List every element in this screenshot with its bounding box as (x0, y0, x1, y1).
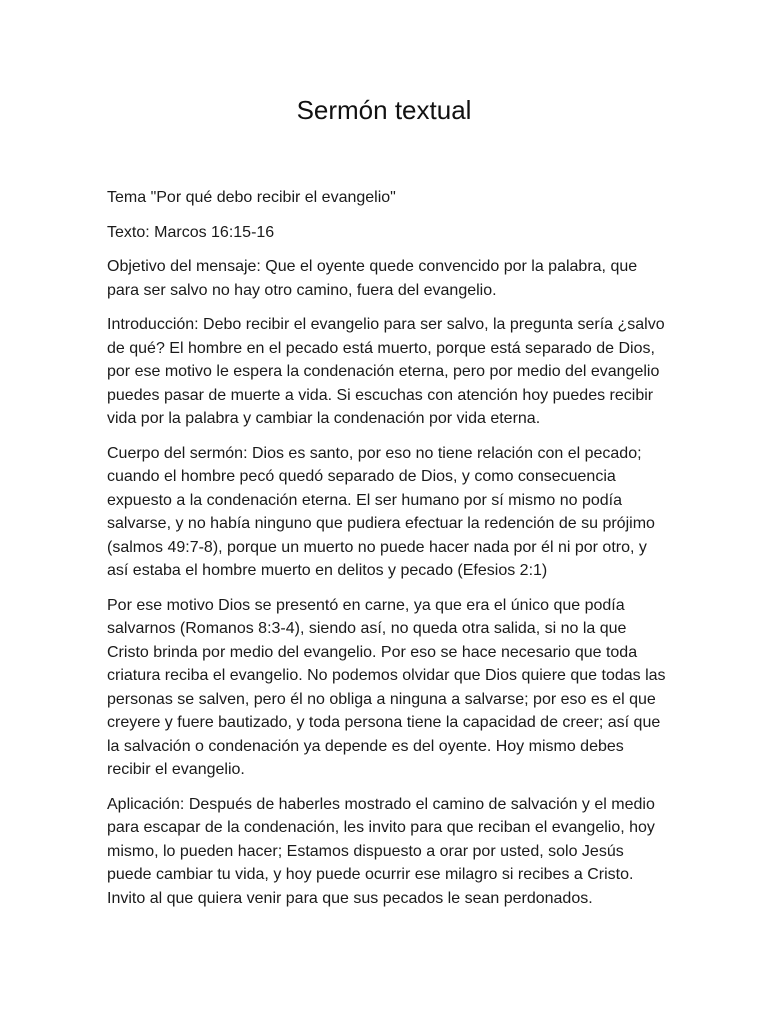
paragraph-introduccion: Introducción: Debo recibir el evangelio para ser salvo, la pregunta sería ¿salvo de qué? El hombre en el pecado está muerto, porque está separado de Dios, por ese motivo le espera la condenación eterna, pero por medio del evangelio puedes pasar de muerte a vida. Si escuchas con atención hoy puedes recibir vida por la palabra y cambiar la condenación por vida eterna. (107, 316, 665, 427)
paragraph-cuerpo: Cuerpo del sermón: Dios es santo, por eso no tiene relación con el pecado; cuando el hombre pecó quedó separado de Dios, y como consecuencia expuesto a la condenación eterna. El ser humano por sí mismo no podía salvarse, y no había ninguno que pudiera efectuar la redención de su prójimo (salmos 49:7-8), porque un muerto no puede hacer nada por él ni por otro, y así estaba el hombre muerto en delitos y pecado (Efesios 2:1) (107, 444, 655, 579)
paragraph-objetivo: Objetivo del mensaje: Que el oyente quede convencido por la palabra, que para ser salvo no hay otro camino, fuera del evangelio. (107, 258, 638, 299)
document-body (107, 186, 667, 921)
paragraph-texto: Texto: Marcos 16:15-16 (107, 223, 275, 241)
paragraph-tema: Tema "Por qué debo recibir el evangelio" (107, 189, 396, 206)
paragraph-motivo: Por ese motivo Dios se presentó en carne, ya que era el único que podía salvarnos (Romanos 8:3-4), siendo así, no queda otra salida, si no la que Cristo brinda por medio del evangelio. Por eso se hace necesario que toda criatura reciba el evangelio. No podemos olvidar que Dios quiere que todas las personas se salven, pero él no obliga a ninguna a salvarse; por eso es el que creyere y fuere bautizado, y toda persona tiene la capacidad de creer; así que la salvación o condenación ya depende es del oyente. Hoy mismo debes recibir el evangelio. (107, 596, 666, 778)
paragraph-aplicacion: Aplicación: Después de haberles mostrado el camino de salvación y el medio para escapar de la condenación, les invito para que reciban el evangelio, hoy mismo, lo pueden hacer; Estamos dispuesto a orar por usted, solo Jesús puede cambiar tu vida, y hoy puede ocurrir ese milagro si recibes a Cristo. Invito al que quiera venir para que sus pecados le sean perdonados. (107, 795, 655, 907)
document-title: Sermón textual (296, 95, 472, 125)
